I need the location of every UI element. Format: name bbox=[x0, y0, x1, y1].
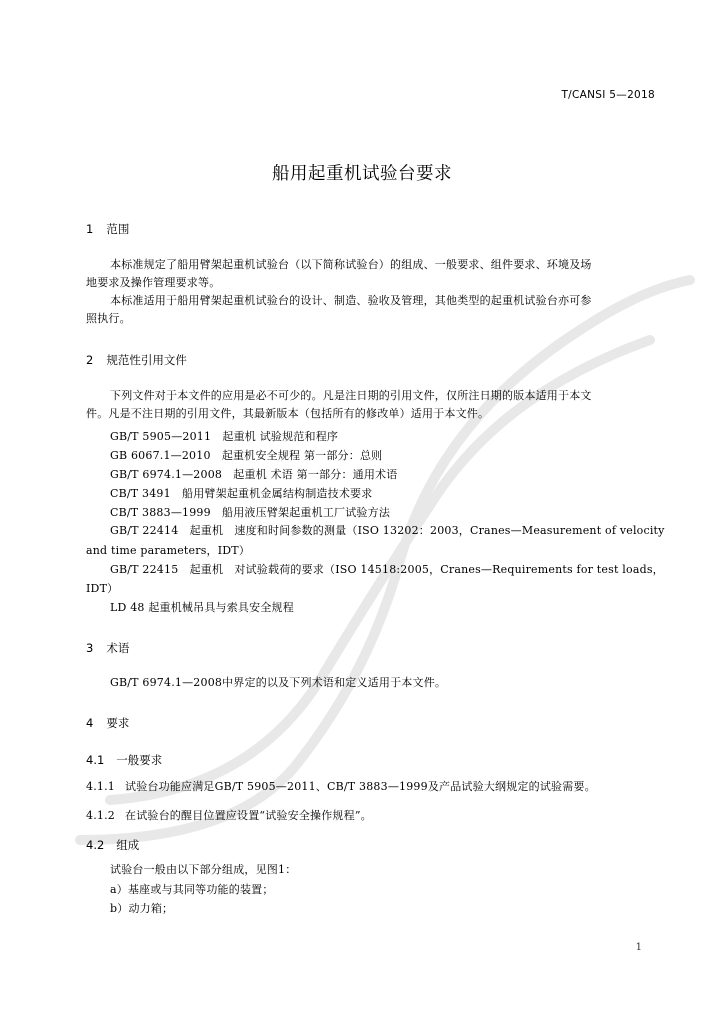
subsection-number: 4.2 bbox=[86, 838, 105, 852]
section-title: 规范性引用文件 bbox=[106, 353, 187, 367]
scope-paragraph-1-line-1: 本标准规定了船用臂架起重机试验台（以下简称试验台）的组成、一般要求、组件要求、环境及场 bbox=[110, 258, 592, 271]
section-number: 4 bbox=[86, 716, 94, 730]
section-title: 术语 bbox=[106, 641, 130, 655]
reference-item: LD 48 起重机械吊具与索具安全规程 bbox=[110, 601, 294, 614]
composition-intro: 试验台一般由以下部分组成，见图1： bbox=[110, 863, 297, 876]
section-title: 范围 bbox=[106, 222, 130, 236]
subsection-4-2-heading bbox=[86, 837, 139, 853]
reference-item: CB/T 3491 船用臂架起重机金属结构制造技术要求 bbox=[110, 487, 373, 500]
document-title: 船用起重机试验台要求 bbox=[272, 164, 452, 184]
reference-item: GB/T 22414 起重机 速度和时间参数的测量（ISO 13202：2003，Cranes—Measurement of velocity bbox=[110, 524, 665, 537]
standard-code: T/CANSI 5—2018 bbox=[561, 89, 655, 101]
terms-paragraph: GB/T 6974.1—2008中界定的以及下列术语和定义适用于本文件。 bbox=[110, 676, 447, 689]
scope-paragraph-2-line-1: 本标准适用于船用臂架起重机试验台的设计、制造、验收及管理，其他类型的起重机试验台亦可参 bbox=[110, 294, 592, 307]
clause-number: 4.1.1 bbox=[86, 780, 115, 793]
references-intro-line-2: 件。凡是不注日期的引用文件，其最新版本（包括所有的修改单）适用于本文件。 bbox=[86, 407, 490, 420]
section-number: 3 bbox=[86, 641, 94, 655]
reference-item: GB/T 22415 起重机 对试验载荷的要求（ISO 14518:2005，Cranes—Requirements for test loads， bbox=[110, 563, 664, 576]
reference-item: CB/T 3883—1999 船用液压臂架起重机工厂试验方法 bbox=[110, 506, 391, 519]
section-number: 2 bbox=[86, 353, 94, 367]
clause-number: 4.1.2 bbox=[86, 809, 115, 822]
scope-paragraph-1-line-2: 地要求及操作管理要求等。 bbox=[86, 276, 221, 289]
section-3-heading bbox=[86, 640, 129, 656]
section-1-heading bbox=[86, 221, 129, 237]
reference-item-continuation: and time parameters，IDT） bbox=[86, 544, 251, 557]
section-title: 要求 bbox=[106, 716, 130, 730]
references-intro-line-1: 下列文件对于本文件的应用是必不可少的。凡是注日期的引用文件，仅所注日期的版本适用于本文 bbox=[110, 389, 592, 402]
list-item-a: a）基座或与其同等功能的装置； bbox=[110, 883, 274, 896]
subsection-title: 一般要求 bbox=[116, 753, 163, 767]
section-4-heading bbox=[86, 715, 129, 731]
section-number: 1 bbox=[86, 222, 94, 236]
subsection-4-1-heading bbox=[86, 752, 162, 768]
subsection-title: 组成 bbox=[116, 838, 140, 852]
reference-item: GB 6067.1—2010 起重机安全规程 第一部分：总则 bbox=[110, 449, 383, 462]
reference-item: GB/T 6974.1—2008 起重机 术语 第一部分：通用术语 bbox=[110, 468, 398, 481]
scope-paragraph-2-line-2: 照执行。 bbox=[86, 312, 131, 325]
page-number: 1 bbox=[635, 942, 642, 953]
section-2-heading bbox=[86, 352, 187, 368]
subsection-number: 4.1 bbox=[86, 753, 105, 767]
reference-item: GB/T 5905—2011 起重机 试验规范和程序 bbox=[110, 430, 339, 443]
reference-item-continuation: IDT） bbox=[86, 582, 119, 595]
clause-4-1-1 bbox=[86, 778, 596, 796]
clause-4-1-2 bbox=[86, 807, 372, 825]
list-item-b: b）动力箱； bbox=[110, 902, 174, 915]
clause-text: 试验台功能应满足GB/T 5905—2011、CB/T 3883—1999及产品试验大纲规定的试验需要。 bbox=[125, 780, 596, 793]
clause-text: 在试验台的醒目位置应设置“试验安全操作规程”。 bbox=[125, 809, 372, 822]
